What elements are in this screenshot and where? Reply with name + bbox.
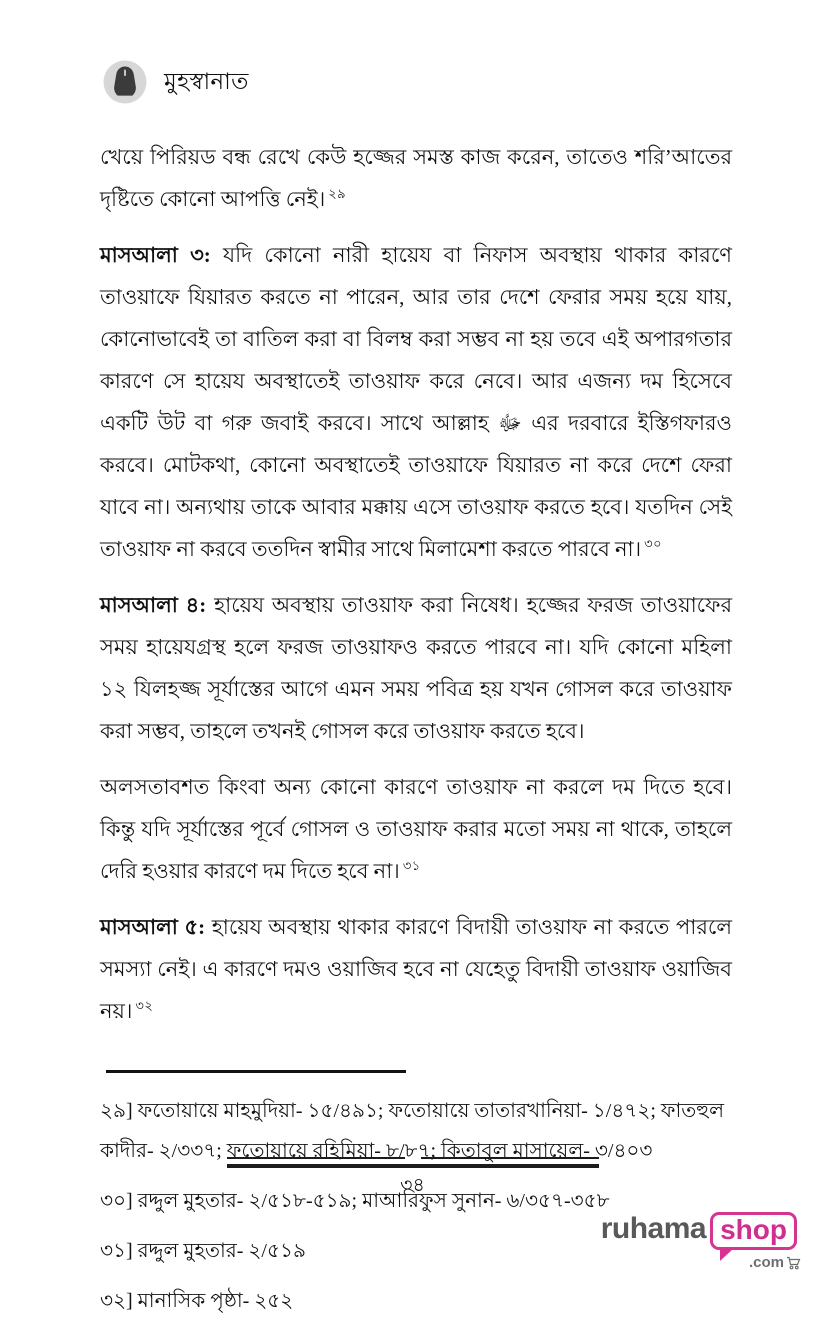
logo-bubble xyxy=(710,1212,797,1271)
footnote: ৩০] রদ্দুল মুহতার- ২/৫১৮-৫১৯; মাআরিফুস সুনান- ৬/৩৫৭-৩৫৮ xyxy=(100,1190,610,1212)
footnote-ref: ৩১ xyxy=(402,858,421,873)
body-paragraph xyxy=(100,906,732,1032)
footnote-ref: ৩২ xyxy=(135,998,154,1013)
footnote: ২৯] ফতোয়ায়ে মাহমুদিয়া- ১৫/৪৯১; ফতোয়ায়ে তাতারখানিয়া- ১/৪৭২; ফাতহুল কাদীর- ২/৩৩৭; ফতোয়ায়ে রহিমিয়া- ৮/৮৭; কিতাবুল মাসায়েল- ৩/৪০৩ xyxy=(100,1100,724,1162)
page-content xyxy=(100,136,732,1331)
ruhamashop-watermark xyxy=(600,1212,797,1271)
paragraph-lead: মাসআলা ৫: xyxy=(100,915,206,939)
footnote: ৩২] মানাসিক পৃষ্ঠা- ২৫২ xyxy=(100,1290,294,1312)
footnote: ৩১] রদ্দুল মুহতার- ২/৫১৯ xyxy=(100,1240,306,1262)
footnote-ref: ৩০ xyxy=(644,536,663,551)
page-header xyxy=(103,60,249,104)
paragraph-text: অলসতাবশত কিংবা অন্য কোনো কারণে তাওয়াফ না করলে দম দিতে হবে। কিন্তু যদি সূর্যাস্তের পূর্বে গোসল ও তাওয়াফ করার মতো সময় না থাকে, তাহলে দেরি হওয়ার কারণে দম দিতে হবে না। xyxy=(100,775,732,883)
book-title: মুহস্বানাত xyxy=(164,68,249,94)
body-paragraph xyxy=(100,766,732,892)
paragraph-text: যদি কোনো নারী হায়েয বা নিফাস অবস্থায় থাকার কারণে তাওয়াফে যিয়ারত করতে না পারেন, আর তার দেশে ফেরার সময় হয়ে যায়, কোনোভাবেই তা বাতিল করা বা বিলম্ব করা সম্ভব না হয় তবে এই অপারগতার কারণে সে হায়েয অবস্থাতেই তাওয়াফ করে নেবে। আর এজন্য দম হিসেবে একটি উট বা গরু জবাই করবে। সাথে আল্লাহ ﷻ এর দরবারে ইস্তিগফারও করবে। মোটকথা, কোনো অবস্থাতেই তাওয়াফে যিয়ারত না করে দেশে ফেরা যাবে না। অন্যথায় তাকে আবার মক্কায় এসে তাওয়াফ করতে হবে। যতদিন সেই তাওয়াফ না করবে ততদিন স্বামীর সাথে মিলামেশা করতে পারবে না। xyxy=(100,243,733,561)
thick-divider xyxy=(227,1164,599,1168)
paragraph-lead: মাসআলা ৩: xyxy=(100,243,211,267)
logo-com-label: .com xyxy=(748,1254,784,1271)
footnote-ref: ২৯ xyxy=(328,186,347,201)
paragraph-lead: মাসআলা ৪: xyxy=(100,593,207,617)
page-footer xyxy=(227,1157,599,1203)
cart-icon xyxy=(786,1256,801,1270)
speech-bubble-tail xyxy=(720,1249,733,1261)
logo-text-ruhama: ruhama xyxy=(600,1212,707,1245)
thin-divider xyxy=(227,1157,599,1159)
body-paragraph xyxy=(100,234,732,570)
logo-text-shop: shop xyxy=(710,1212,797,1250)
paragraph-text: হায়েয অবস্থায় থাকার কারণে বিদায়ী তাওয়াফ না করতে পারলে সমস্যা নেই। এ কারণে দমও ওয়াজিব হবে না যেহেতু বিদায়ী তাওয়াফ ওয়াজিব নয়। xyxy=(100,915,732,1023)
paragraph-text: হায়েয অবস্থায় তাওয়াফ করা নিষেধ। হজ্জের ফরজ তাওয়াফের সময় হায়েযগ্রস্থ হলে ফরজ তাওয়াফও করতে পারবে না। যদি কোনো মহিলা ১২ যিলহজ্জ সূর্যাস্তের আগে এমন সময় পবিত্র হয় যখন গোসল করে তাওয়াফ করা সম্ভব, তাহলে তখনই গোসল করে তাওয়াফ করতে হবে। xyxy=(100,593,732,743)
logo-text-com xyxy=(749,1254,801,1271)
body-paragraph xyxy=(100,584,732,752)
paragraph-text: খেয়ে পিরিয়ড বন্ধ রেখে কেউ হজ্জের সমস্ত কাজ করেন, তাতেও শরি’আতের দৃষ্টিতে কোনো আপত্তি নেই। xyxy=(100,145,732,211)
niqab-avatar-icon xyxy=(103,60,147,104)
body-paragraph xyxy=(100,136,732,220)
footnote-separator xyxy=(106,1070,406,1073)
page-number: ৩৪ xyxy=(400,1175,425,1196)
